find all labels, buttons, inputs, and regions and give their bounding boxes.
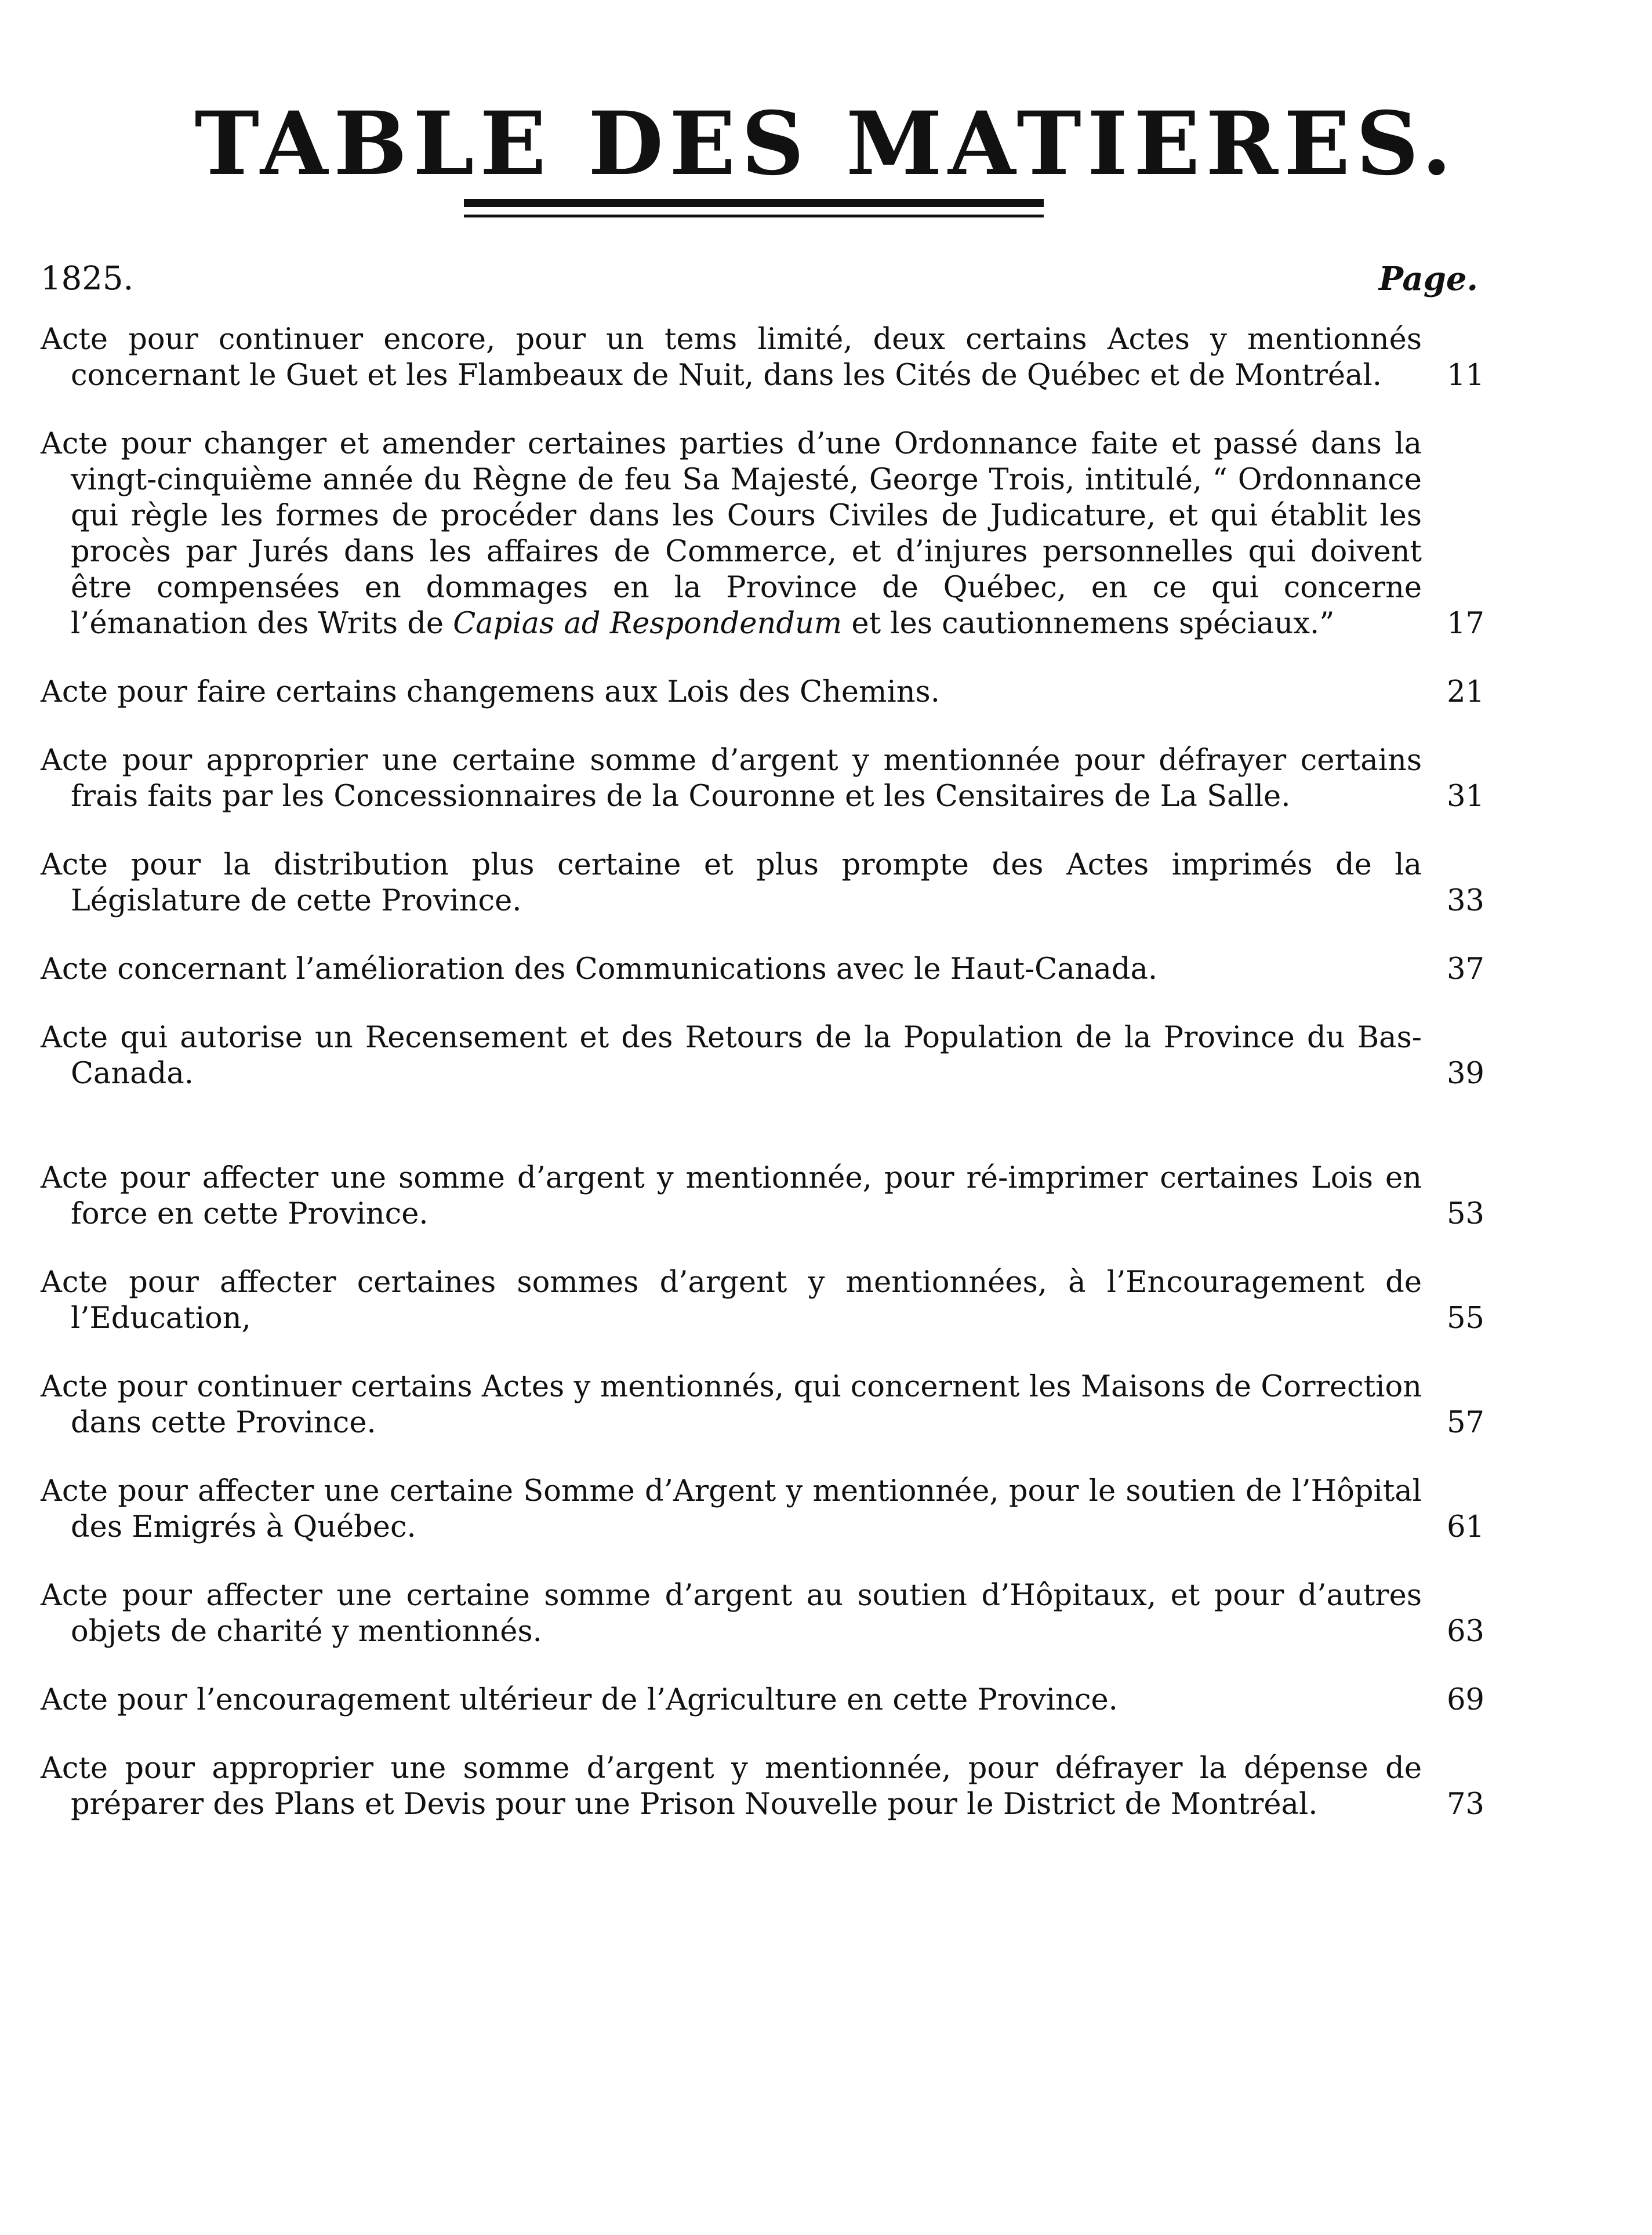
- entry-text: Acte pour l’encouragement ultérieur de l’Agriculture en cette Province.: [41, 1683, 1118, 1717]
- toc-entry: [41, 1751, 1484, 1823]
- toc-header: [41, 260, 1478, 306]
- entry-page-number: 37: [1447, 952, 1484, 986]
- toc-entry: [41, 847, 1484, 919]
- entry-page-number: 57: [1447, 1406, 1484, 1440]
- entry-text-italic: Capias ad Respondendum: [453, 607, 843, 641]
- toc-entry: [41, 1160, 1484, 1232]
- entry-text: Acte qui autorise un Recensement et des Retours de la Population de la Province du Bas-Canada.: [41, 1021, 1422, 1091]
- entry-text: Acte pour continuer encore, pour un tems limité, deux certains Actes y mentionnés concernant le Guet et les Flambeaux de Nuit, dans les Cités de Québec et de Montréal.: [41, 322, 1422, 393]
- toc-entry: [41, 743, 1484, 815]
- entry-text: Acte pour approprier une certaine somme d’argent y mentionnée pour défrayer certains frais faits par les Concessionnaires de la Couronne et les Censitaires de La Salle.: [41, 743, 1422, 814]
- entry-page-number: 69: [1447, 1683, 1484, 1717]
- page-column-label: Page.: [1378, 260, 1478, 298]
- entry-page-number: 11: [1447, 358, 1484, 393]
- entry-text: Acte concernant l’amélioration des Communications avec le Haut-Canada.: [41, 952, 1158, 986]
- toc-entry: [41, 1682, 1484, 1718]
- toc-entry: [41, 674, 1484, 710]
- entry-page-number: 31: [1447, 779, 1484, 814]
- toc-entry: [41, 1578, 1484, 1650]
- entry-page-number: 33: [1447, 884, 1484, 918]
- toc-entry: [41, 426, 1484, 642]
- entry-text: Acte pour affecter une certaine somme d’argent au soutien d’Hôpitaux, et pour d’autres objets de charité y mentionnés.: [41, 1579, 1422, 1649]
- toc-entry: [41, 1020, 1484, 1092]
- entry-page-number: 61: [1447, 1510, 1484, 1544]
- toc-entry: [41, 1474, 1484, 1545]
- entry-page-number: 73: [1447, 1787, 1484, 1822]
- toc-entry: [41, 952, 1484, 988]
- entry-page-number: 17: [1447, 607, 1484, 641]
- entry-page-number: 21: [1447, 675, 1484, 709]
- toc-entry: [41, 1369, 1484, 1441]
- entry-page-number: 39: [1447, 1057, 1484, 1091]
- toc-list: [41, 322, 1484, 1855]
- entry-page-number: 63: [1447, 1614, 1484, 1649]
- entry-text: Acte pour la distribution plus certaine et plus prompte des Actes imprimés de la Législature de cette Province.: [41, 848, 1422, 918]
- entry-page-number: 55: [1447, 1301, 1484, 1336]
- year-label: 1825.: [41, 260, 134, 297]
- entry-text: [41, 426, 1422, 642]
- entry-text: Acte pour affecter certaines sommes d’argent y mentionnées, à l’Encouragement de l’Education,: [41, 1265, 1422, 1336]
- entry-text: Acte pour continuer certains Actes y mentionnés, qui concernent les Maisons de Correction dans cette Province.: [41, 1370, 1422, 1440]
- entry-text: Acte pour affecter une somme d’argent y mentionnée, pour ré-imprimer certaines Lois en force en cette Province.: [41, 1161, 1422, 1231]
- page-title: TABLE DES MATIERES.: [194, 93, 1458, 195]
- entry-page-number: 53: [1447, 1197, 1484, 1231]
- toc-entry: [41, 1265, 1484, 1337]
- toc-entry: [41, 322, 1484, 394]
- title-rule-thin: [464, 215, 1044, 217]
- title-rule-thick: [464, 199, 1044, 207]
- entry-text-part: Acte pour changer et amender certaines parties d’une Ordonnance faite et passé dans la vingt-cinquième année du Règne de feu Sa Majesté, George Trois, intitulé, “ Ordonnance qui règle les formes de procéder dans les Cours Civiles de Judicature, et qui établit les procès par Jurés dans les affaires de Commerce, et d’injures personnelles qui doivent être compensées en dommages en la Province de Québec, en ce qui concerne l’émanation des Writs de: [41, 427, 1422, 641]
- entry-text: Acte pour approprier une somme d’argent y mentionnée, pour défrayer la dépense de préparer des Plans et Devis pour une Prison Nouvelle pour le District de Montréal.: [41, 1751, 1422, 1822]
- entry-text: Acte pour faire certains changemens aux Lois des Chemins.: [41, 675, 940, 709]
- entry-text-part: et les cautionnemens spéciaux.”: [842, 607, 1335, 641]
- entry-text: Acte pour affecter une certaine Somme d’Argent y mentionnée, pour le soutien de l’Hôpital des Emigrés à Québec.: [41, 1474, 1422, 1544]
